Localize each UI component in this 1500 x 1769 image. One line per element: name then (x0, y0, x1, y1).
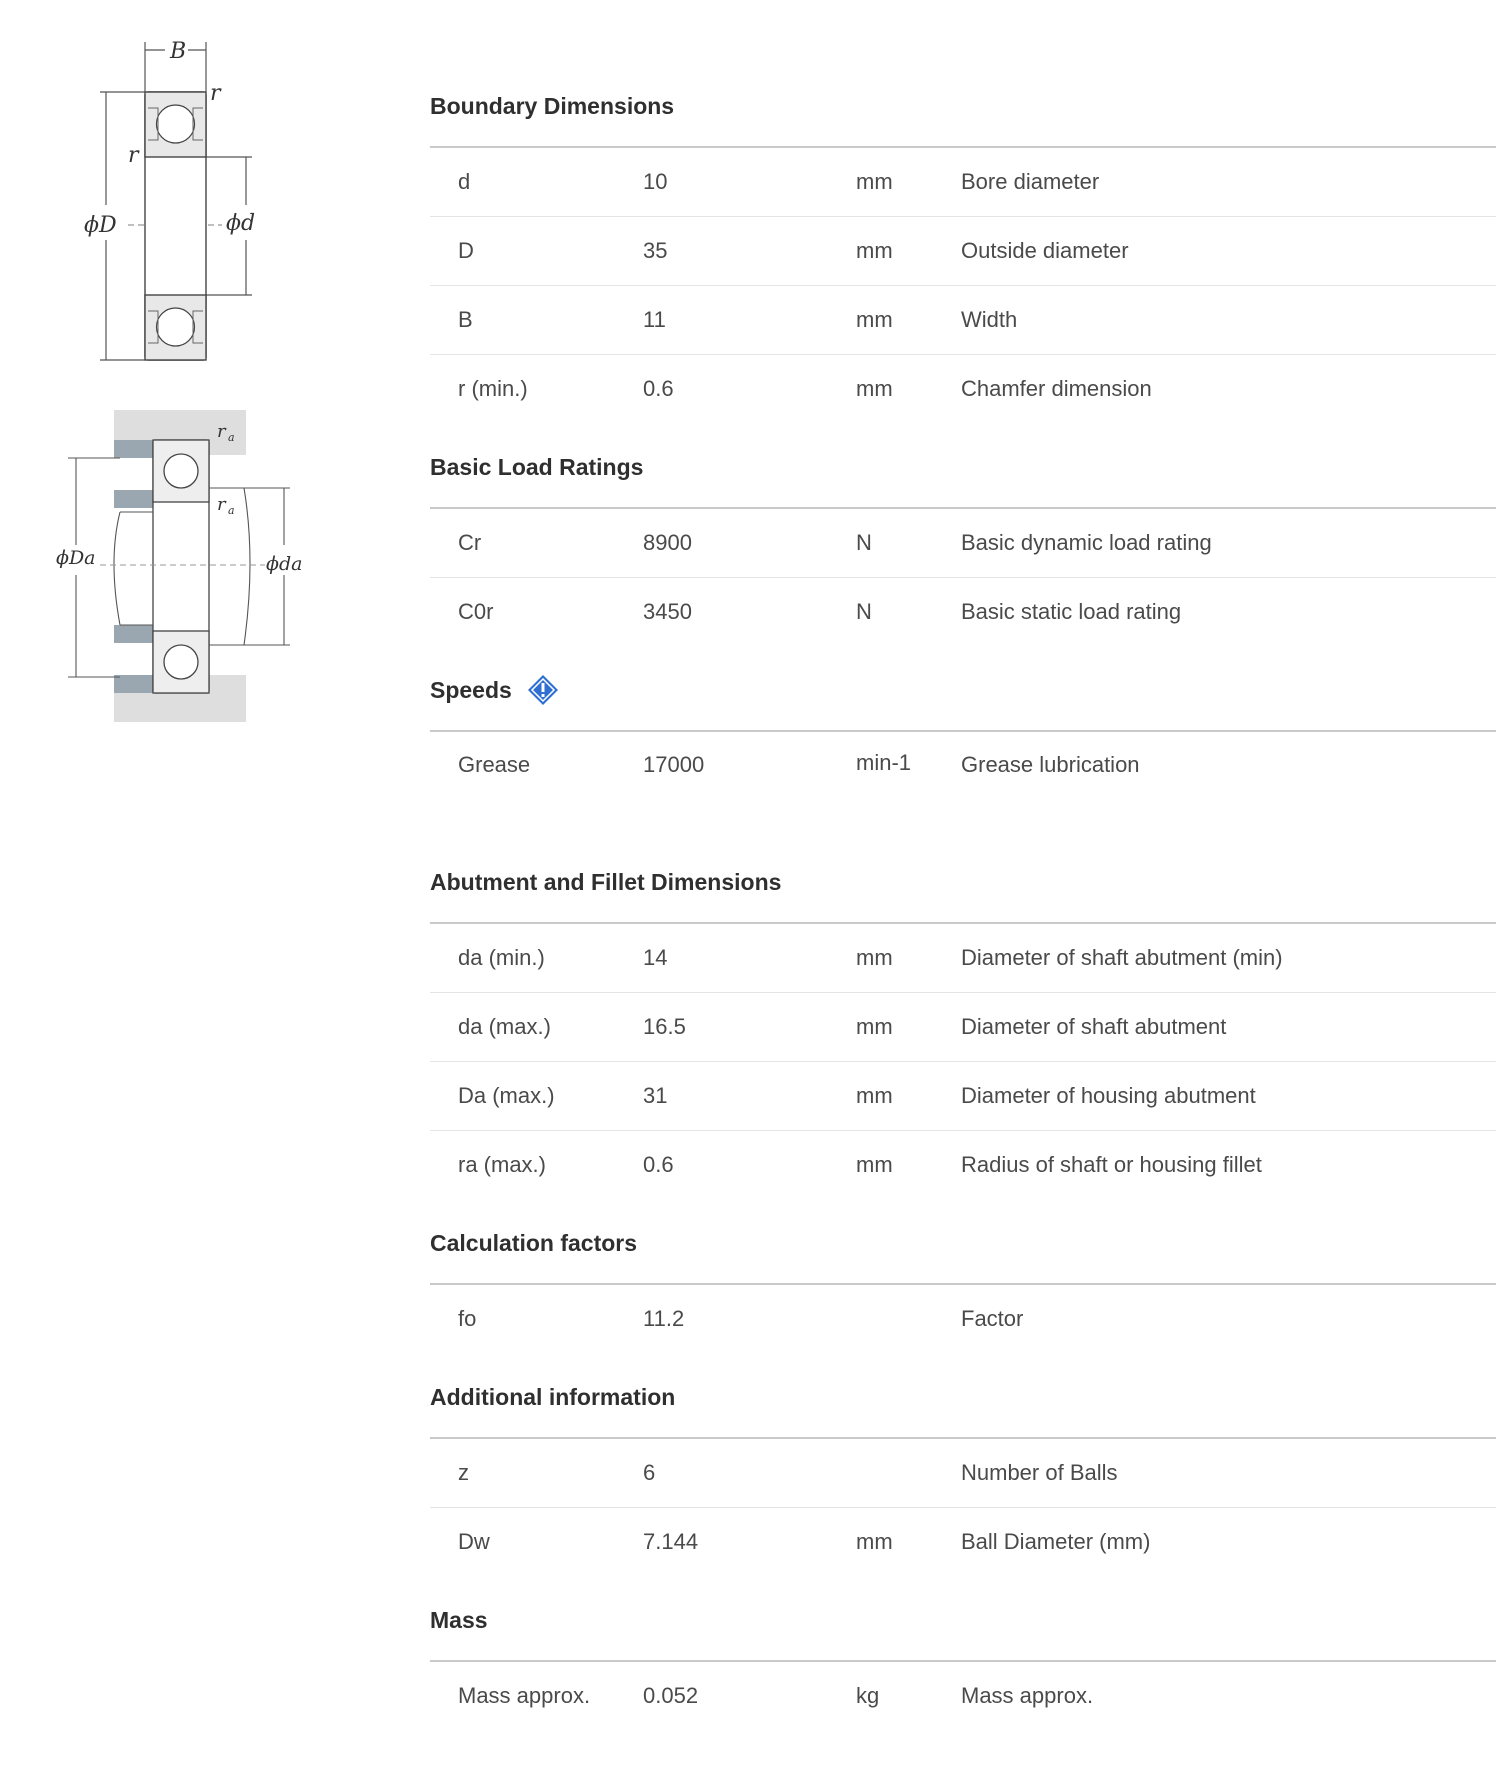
table-row (430, 217, 1496, 286)
label-shaft-abutment: ϕda (266, 553, 303, 575)
cell-symbol: Cr (458, 530, 482, 555)
cell-unit: mm (856, 307, 893, 332)
bearing-dimension-drawing (0, 0, 360, 760)
section-title-speeds (430, 646, 1496, 730)
table-row (430, 1285, 1496, 1353)
cell-value: 35 (643, 238, 668, 263)
section-title-calc (430, 1199, 1496, 1283)
cell-description: Mass approx. (961, 1683, 1094, 1708)
cell-symbol: Dw (458, 1529, 490, 1554)
cell-description: Grease lubrication (961, 752, 1140, 777)
cell-unit: mm (856, 1014, 893, 1039)
info-diamond-icon[interactable] (526, 673, 560, 707)
cell-symbol: Mass approx. (458, 1683, 591, 1708)
cell-value: 14 (643, 945, 668, 970)
table-additional (430, 1437, 1496, 1576)
cell-symbol: d (458, 169, 471, 194)
table-row (430, 1662, 1496, 1730)
cell-value: 17000 (643, 752, 705, 777)
label-fillet-mid-sub: a (228, 504, 235, 517)
cell-symbol: z (458, 1460, 469, 1485)
table-row (430, 732, 1496, 838)
cell-unit: min-1 (856, 750, 912, 775)
cell-symbol: da (min.) (458, 945, 545, 970)
cell-description: Diameter of shaft abutment (min) (961, 945, 1283, 970)
cell-symbol: da (max.) (458, 1014, 551, 1039)
cell-symbol: Da (max.) (458, 1083, 555, 1108)
label-fillet-mid: r (217, 494, 226, 515)
cell-symbol: Grease (458, 752, 531, 777)
cell-unit: mm (856, 1152, 893, 1177)
cell-value: 8900 (643, 530, 692, 555)
section-title-boundary (430, 62, 1496, 146)
label-width: B (170, 39, 187, 64)
cell-description: Diameter of housing abutment (961, 1083, 1256, 1108)
table-calc (430, 1283, 1496, 1353)
bearing-drawings (0, 0, 360, 760)
cell-value: 10 (643, 169, 668, 194)
table-row (430, 509, 1496, 578)
cell-value: 7.144 (643, 1529, 699, 1554)
table-row (430, 1508, 1496, 1576)
section-title-text: Abutment and Fillet Dimensions (430, 868, 782, 895)
section-title-additional (430, 1353, 1496, 1437)
section-title-text: Speeds (430, 676, 512, 703)
section-title-mass (430, 1576, 1496, 1660)
cell-value: 16.5 (643, 1014, 686, 1039)
cell-symbol: r (min.) (458, 376, 528, 401)
cell-unit: mm (856, 169, 893, 194)
section-title-text: Basic Load Ratings (430, 453, 644, 480)
cell-description: Basic static load rating (961, 599, 1182, 624)
cell-value: 0.6 (643, 1152, 674, 1177)
table-row (430, 924, 1496, 993)
cell-description: Number of Balls (961, 1460, 1118, 1485)
label-chamfer-top: r (210, 81, 221, 106)
cell-description: Factor (961, 1306, 1024, 1331)
cell-value: 0.052 (643, 1683, 699, 1708)
table-boundary (430, 146, 1496, 423)
cell-unit: mm (856, 238, 893, 263)
table-row (430, 578, 1496, 646)
label-fillet-top: r (217, 421, 226, 442)
cell-value: 6 (643, 1460, 656, 1485)
section-title-text: Additional information (430, 1383, 676, 1410)
cell-value: 0.6 (643, 376, 674, 401)
cell-value: 31 (643, 1083, 668, 1108)
cell-description: Bore diameter (961, 169, 1100, 194)
section-title-text: Boundary Dimensions (430, 92, 675, 119)
table-row (430, 1062, 1496, 1131)
section-title-text: Mass (430, 1606, 488, 1633)
cell-value: 11.2 (643, 1306, 685, 1331)
section-title-load (430, 423, 1496, 507)
label-housing-abutment: ϕDa (56, 547, 96, 569)
cell-symbol: B (458, 307, 473, 332)
cell-symbol: ra (max.) (458, 1152, 546, 1177)
section-title-abutment (430, 838, 1496, 922)
table-row (430, 1439, 1496, 1508)
cell-unit: mm (856, 1529, 893, 1554)
cell-description: Radius of shaft or housing fillet (961, 1152, 1262, 1177)
cell-symbol: C0r (458, 599, 494, 624)
cell-description: Outside diameter (961, 238, 1129, 263)
section-title-text: Calculation factors (430, 1229, 638, 1256)
cell-description: Ball Diameter (mm) (961, 1529, 1151, 1554)
cell-unit: mm (856, 376, 893, 401)
label-outer-diameter: ϕD (84, 213, 117, 238)
label-bore-diameter: ϕd (226, 211, 256, 236)
table-row (430, 148, 1496, 217)
mounting-drawing (56, 410, 302, 722)
table-load (430, 507, 1496, 646)
table-row (430, 993, 1496, 1062)
cell-description: Chamfer dimension (961, 376, 1152, 401)
cell-unit: mm (856, 1083, 893, 1108)
cell-symbol: fo (458, 1306, 477, 1331)
table-row (430, 286, 1496, 355)
cell-value: 11 (643, 307, 666, 332)
cell-description: Diameter of shaft abutment (961, 1014, 1227, 1039)
label-chamfer-left: r (128, 143, 139, 168)
cell-description: Width (961, 307, 1018, 332)
label-fillet-top-sub: a (228, 431, 235, 444)
table-speeds (430, 730, 1496, 838)
cell-symbol: D (458, 238, 474, 263)
table-row (430, 355, 1496, 423)
cell-unit: kg (856, 1683, 880, 1708)
cell-unit: mm (856, 945, 893, 970)
cell-unit: N (856, 530, 872, 555)
table-abutment (430, 922, 1496, 1199)
table-mass (430, 1660, 1496, 1730)
cell-description: Basic dynamic load rating (961, 530, 1212, 555)
specification-panel (430, 62, 1496, 1730)
cell-value: 3450 (643, 599, 692, 624)
table-row (430, 1131, 1496, 1199)
cell-unit: N (856, 599, 872, 624)
